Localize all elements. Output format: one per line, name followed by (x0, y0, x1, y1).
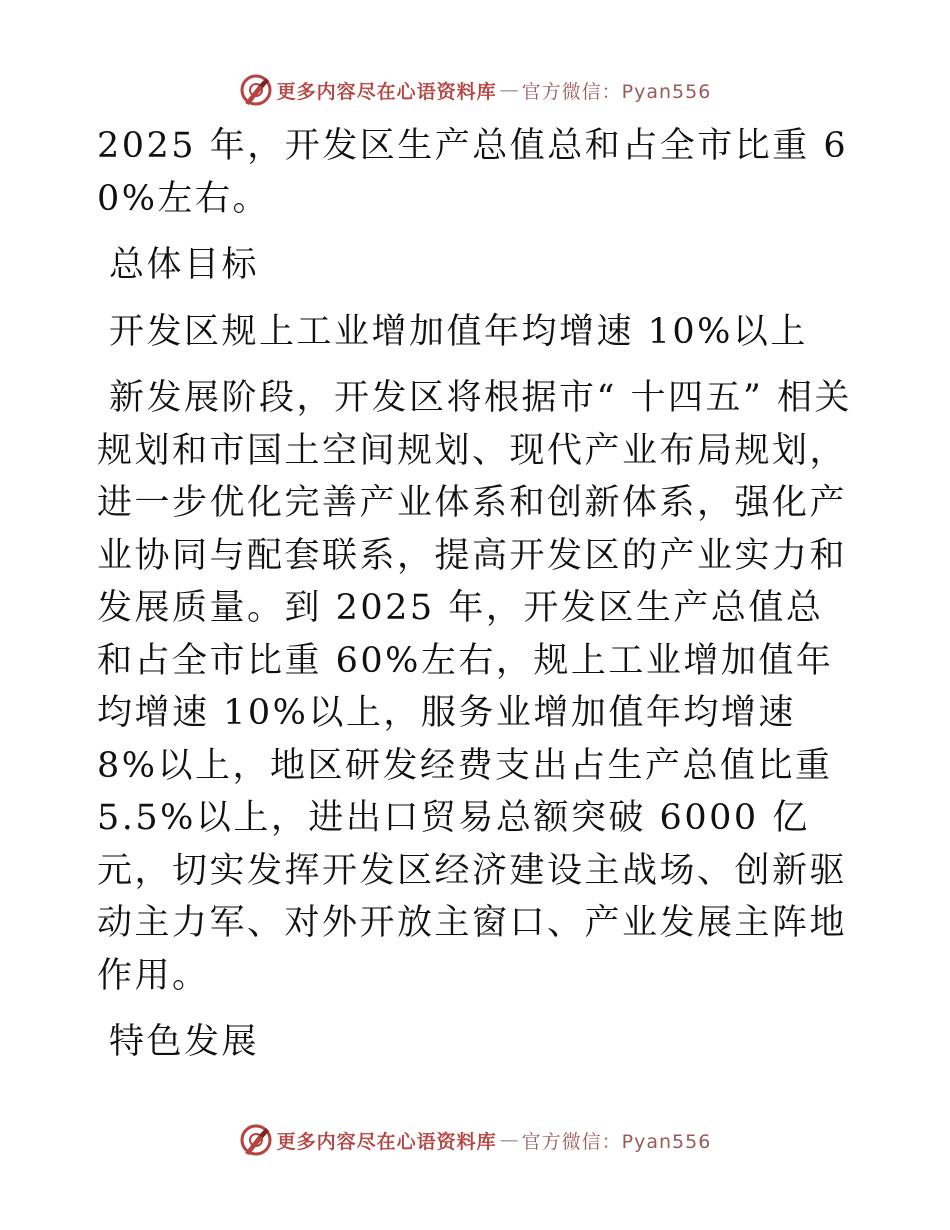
heading-industrial-growth: 开发区规上工业增加值年均增速 10%以上 (109, 311, 808, 352)
document-body (97, 120, 857, 1069)
paragraph-share-of-city: 2025 年，开发区生产总值总和占全市比重 60%左右。 (97, 126, 849, 219)
watermark-separator: — (499, 79, 519, 101)
watermark-brand-text: 更多内容尽在心语资料库 (276, 1130, 497, 1153)
paragraph-development-plan (97, 372, 857, 1002)
watermark-header (0, 70, 950, 110)
pen-logo-icon (239, 1123, 273, 1157)
pen-logo-icon (239, 73, 273, 107)
heading-special-development: 特色发展 (109, 1022, 260, 1062)
watermark-contact-text: 官方微信：Pyan556 (521, 1130, 712, 1153)
watermark-separator: — (499, 1129, 519, 1151)
paragraph-development-plan-text: 新发展阶段，开发区将根据市“ 十四五” 相关规划和市国土空间规划、现代产业布局规划，进一步优化完善产业体系和创新体系，强化产业协同与配套联系，提高开发区的产业实力和发展质量。到 2025 年，开发区生产总值总和占全市比重 60%左右，规上工业增加值年均增速 10%以上，服务业增加值年均增速 8%以上，地区研发经费支出占生产总值比重 5.5%以上，进出口贸易总额突破 6000 亿元，切实发挥开发区经济建设主战场、创新驱动主力军、对外开放主窗口、产业发展主阵地作用。 (97, 378, 853, 996)
watermark-brand-text: 更多内容尽在心语资料库 (276, 80, 497, 103)
heading-overall-goal: 总体目标 (109, 245, 260, 285)
watermark-contact-text: 官方微信：Pyan556 (521, 80, 712, 103)
watermark-footer (0, 1120, 950, 1160)
